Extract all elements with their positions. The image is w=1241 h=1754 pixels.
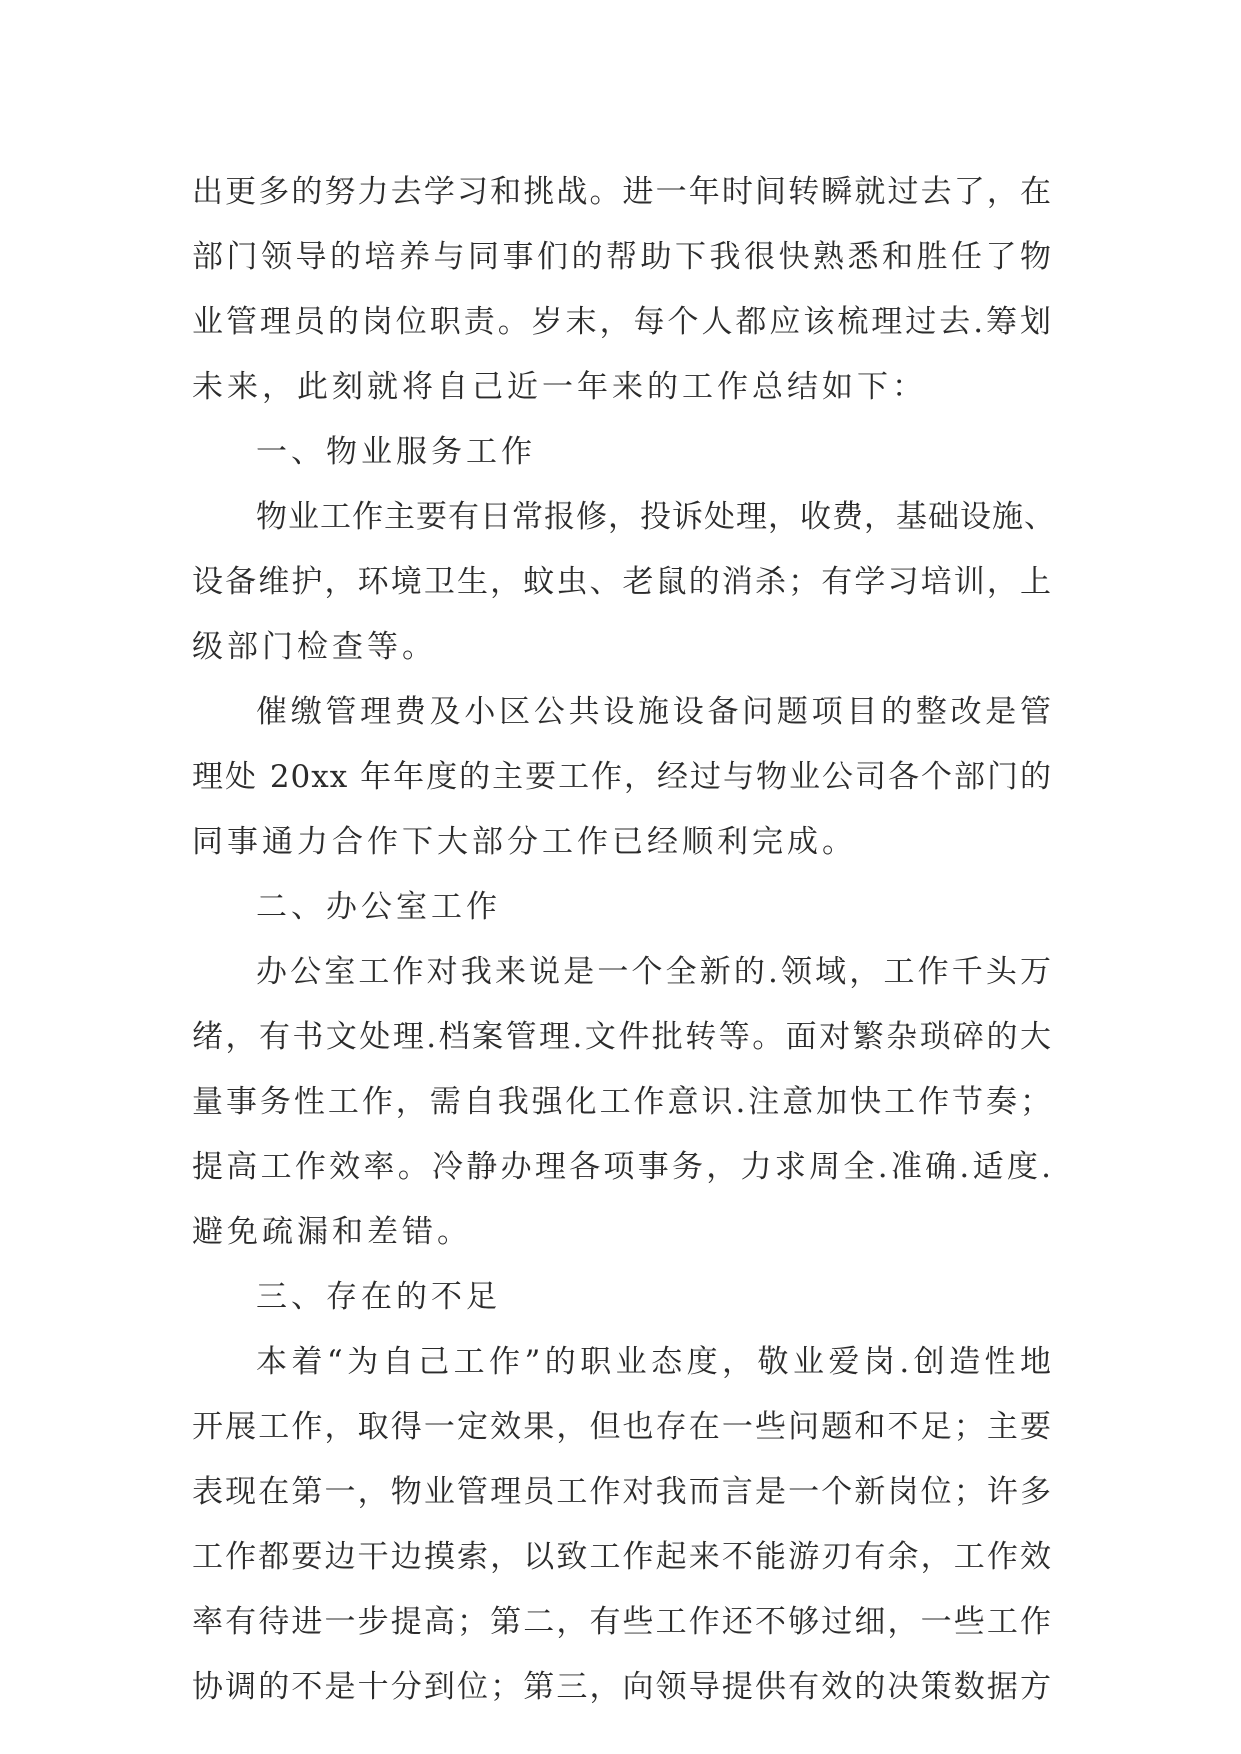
section-heading-1: 一、物业服务工作 xyxy=(256,434,536,470)
body-text-line: 绪，有书文处理.档案管理.文件批转等。面对繁杂琐碎的大 xyxy=(192,1019,1052,1055)
body-text-line: 设备维护，环境卫生，蚊虫、老鼠的消杀；有学习培训，上 xyxy=(192,564,1052,600)
paragraph-first-line: 本着“为自己工作”的职业态度，敬业爱岗.创造性地 xyxy=(256,1344,1052,1380)
section-heading-2: 二、办公室工作 xyxy=(256,889,501,925)
body-text-line: 理处 20xx 年年度的主要工作，经过与物业公司各个部门的 xyxy=(192,759,1052,795)
body-text-line: 同事通力合作下大部分工作已经顺利完成。 xyxy=(192,824,857,860)
body-text-line: 开展工作，取得一定效果，但也存在一些问题和不足；主要 xyxy=(192,1409,1052,1445)
body-text-line: 表现在第一，物业管理员工作对我而言是一个新岗位；许多 xyxy=(192,1474,1052,1510)
section-heading-3: 三、存在的不足 xyxy=(256,1279,501,1315)
body-text-line: 工作都要边干边摸索，以致工作起来不能游刃有余，工作效 xyxy=(192,1539,1052,1575)
body-text-line: 未来，此刻就将自己近一年来的工作总结如下： xyxy=(192,369,927,405)
body-text-line: 协调的不是十分到位；第三，向领导提供有效的决策数据方 xyxy=(192,1669,1052,1705)
paragraph-first-line: 物业工作主要有日常报修，投诉处理，收费，基础设施、 xyxy=(256,499,1056,535)
body-text-line: 避免疏漏和差错。 xyxy=(192,1214,472,1250)
body-text-line: 提高工作效率。冷静办理各项事务，力求周全.准确.适度. xyxy=(192,1149,1052,1185)
body-text-line: 级部门检查等。 xyxy=(192,629,437,665)
body-text-line: 率有待进一步提高；第二，有些工作还不够过细，一些工作 xyxy=(192,1604,1052,1640)
document-body xyxy=(192,160,1056,1720)
body-text-line: 量事务性工作，需自我强化工作意识.注意加快工作节奏； xyxy=(192,1084,1052,1120)
paragraph-first-line: 办公室工作对我来说是一个全新的.领域，工作千头万 xyxy=(256,954,1052,990)
body-text-line: 部门领导的培养与同事们的帮助下我很快熟悉和胜任了物 xyxy=(192,239,1052,275)
paragraph-first-line: 催缴管理费及小区公共设施设备问题项目的整改是管 xyxy=(256,694,1052,730)
body-text-line: 出更多的努力去学习和挑战。进一年时间转瞬就过去了，在 xyxy=(192,174,1052,210)
body-text-line: 业管理员的岗位职责。岁末，每个人都应该梳理过去.筹划 xyxy=(192,304,1052,340)
